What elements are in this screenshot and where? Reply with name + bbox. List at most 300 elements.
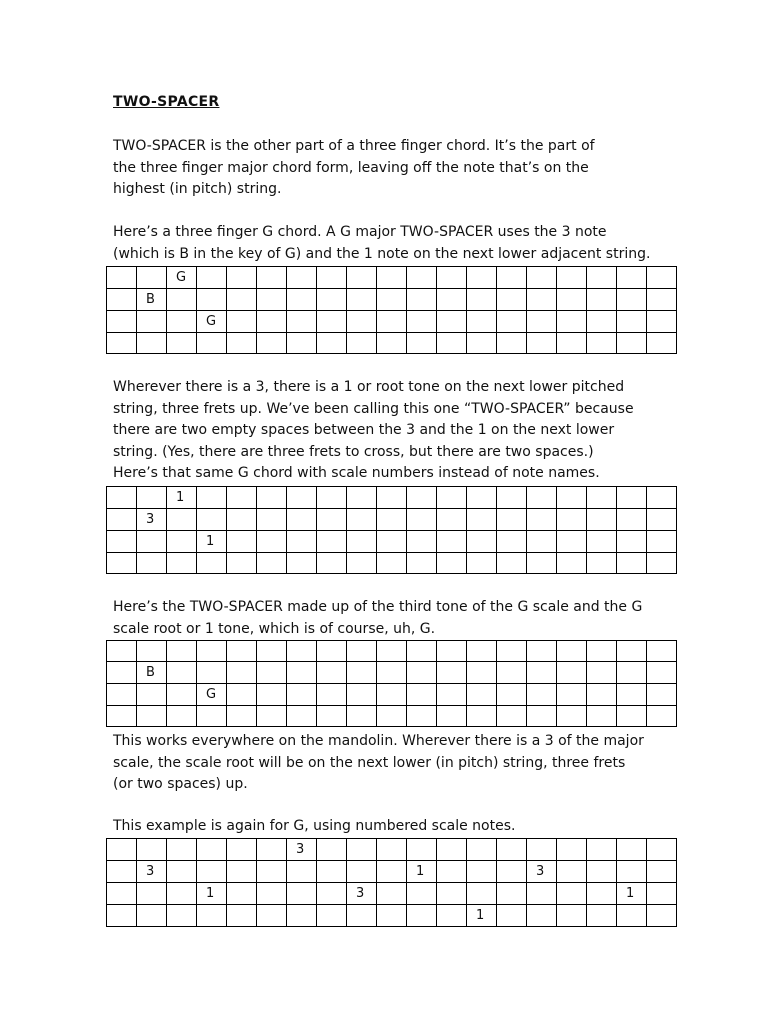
fret-cell <box>437 531 467 553</box>
fret-cell <box>167 706 197 727</box>
fret-cell: 3 <box>287 839 317 861</box>
fret-cell <box>557 905 587 927</box>
fret-cell <box>317 706 347 727</box>
fret-cell <box>467 333 497 354</box>
fret-cell <box>497 706 527 727</box>
fret-cell <box>497 641 527 662</box>
fret-cell <box>437 267 467 289</box>
fret-cell <box>107 311 137 333</box>
fret-cell <box>137 333 167 354</box>
fret-cell <box>467 487 497 509</box>
fret-cell <box>167 641 197 662</box>
fret-cell <box>317 553 347 574</box>
fret-cell <box>317 311 347 333</box>
fret-cell <box>377 662 407 684</box>
text-line: Here’s a three finger G chord. A G major TWO-SPACER uses the 3 note <box>113 224 607 240</box>
text-line: string. (Yes, there are three frets to cross, but there are two spaces.) <box>113 443 594 460</box>
text-line: the three finger major chord form, leaving off the note that’s on the <box>113 159 589 176</box>
text-line: scale, the scale root will be on the next lower (in pitch) string, three frets <box>113 754 626 771</box>
fret-cell <box>497 311 527 333</box>
fret-cell <box>167 684 197 706</box>
string-row <box>107 861 677 883</box>
fret-cell <box>617 684 647 706</box>
fret-cell: 3 <box>137 509 167 531</box>
fret-cell <box>467 662 497 684</box>
fret-cell <box>197 861 227 883</box>
fret-cell <box>497 861 527 883</box>
fret-cell <box>527 905 557 927</box>
fret-cell <box>557 531 587 553</box>
text-line: Here’s that same G chord with scale numbers instead of note names. <box>113 465 600 482</box>
fret-cell <box>287 861 317 883</box>
fret-cell <box>227 641 257 662</box>
fret-cell <box>167 509 197 531</box>
fret-cell <box>287 553 317 574</box>
fret-cell <box>587 662 617 684</box>
fret-cell <box>107 684 137 706</box>
fret-cell <box>557 509 587 531</box>
fret-cell <box>527 289 557 311</box>
fret-cell <box>107 509 137 531</box>
fret-cell <box>377 839 407 861</box>
fret-cell <box>497 684 527 706</box>
fret-cell <box>377 531 407 553</box>
fret-cell <box>587 905 617 927</box>
fret-cell <box>347 487 377 509</box>
fret-cell <box>197 839 227 861</box>
fret-cell <box>587 861 617 883</box>
fret-cell <box>347 662 377 684</box>
fret-cell <box>137 487 167 509</box>
fret-cell <box>227 706 257 727</box>
fret-cell <box>527 641 557 662</box>
fret-cell <box>227 289 257 311</box>
fret-cell <box>257 706 287 727</box>
fret-cell <box>437 553 467 574</box>
fret-cell <box>647 861 677 883</box>
paragraph-example <box>113 816 673 838</box>
fret-cell <box>197 553 227 574</box>
fret-cell <box>317 267 347 289</box>
fret-cell <box>587 706 617 727</box>
fret-cell <box>467 706 497 727</box>
fret-cell <box>647 684 677 706</box>
fretboard-grid-scale-numbers <box>106 486 677 574</box>
string-row <box>107 289 677 311</box>
fret-cell <box>647 487 677 509</box>
fret-cell <box>347 311 377 333</box>
fret-cell <box>407 531 437 553</box>
fret-cell <box>107 531 137 553</box>
string-row <box>107 706 677 727</box>
fret-cell <box>617 509 647 531</box>
fret-cell <box>257 531 287 553</box>
fret-cell <box>587 553 617 574</box>
fret-cell <box>527 684 557 706</box>
fret-cell <box>377 684 407 706</box>
fret-cell <box>167 861 197 883</box>
fret-cell <box>407 267 437 289</box>
fret-cell <box>617 487 647 509</box>
fret-cell <box>407 553 437 574</box>
text-line: there are two empty spaces between the 3 and the 1 on the next lower <box>113 422 615 439</box>
fret-cell <box>137 883 167 905</box>
fret-cell <box>467 684 497 706</box>
fret-cell <box>497 289 527 311</box>
fret-cell <box>347 839 377 861</box>
fret-cell <box>407 289 437 311</box>
fret-cell <box>377 706 407 727</box>
fret-cell <box>137 531 167 553</box>
fret-cell <box>257 553 287 574</box>
text-line: highest (in pitch) string. <box>113 181 282 198</box>
fret-cell <box>407 641 437 662</box>
fret-cell: 1 <box>197 531 227 553</box>
fret-cell <box>377 553 407 574</box>
fret-cell: 3 <box>137 861 167 883</box>
fret-cell <box>107 861 137 883</box>
fret-cell <box>437 509 467 531</box>
fret-cell <box>557 311 587 333</box>
fret-cell <box>497 509 527 531</box>
fret-cell <box>227 662 257 684</box>
fret-cell <box>167 839 197 861</box>
fret-cell <box>407 905 437 927</box>
fret-cell <box>647 706 677 727</box>
fret-cell <box>167 553 197 574</box>
fret-cell <box>317 684 347 706</box>
fret-cell <box>347 553 377 574</box>
fret-cell <box>347 267 377 289</box>
fret-cell <box>437 487 467 509</box>
fret-cell <box>647 267 677 289</box>
fret-cell: 1 <box>167 487 197 509</box>
string-row <box>107 333 677 354</box>
fret-cell <box>227 531 257 553</box>
fret-cell <box>647 641 677 662</box>
text-line: (which is B in the key of G) and the 1 note on the next lower adjacent string. <box>113 245 651 262</box>
fret-cell <box>317 883 347 905</box>
text-line: scale root or 1 tone, which is of course, uh, G. <box>113 620 436 637</box>
fret-cell <box>377 905 407 927</box>
fret-cell <box>587 487 617 509</box>
fret-cell <box>557 883 587 905</box>
fret-cell <box>527 509 557 531</box>
fret-cell <box>407 311 437 333</box>
fret-cell: B <box>137 662 167 684</box>
fret-cell <box>467 531 497 553</box>
fret-cell <box>587 267 617 289</box>
fret-cell <box>107 553 137 574</box>
fret-cell <box>137 839 167 861</box>
fret-cell <box>107 267 137 289</box>
fret-cell <box>527 883 557 905</box>
paragraph-intro <box>113 136 673 201</box>
fret-cell <box>617 553 647 574</box>
fret-cell <box>287 641 317 662</box>
fret-cell <box>137 684 167 706</box>
fret-cell <box>197 662 227 684</box>
fret-cell: 1 <box>407 861 437 883</box>
fret-cell <box>287 311 317 333</box>
fret-cell <box>317 839 347 861</box>
fret-cell <box>437 861 467 883</box>
string-row <box>107 839 677 861</box>
fret-cell <box>257 905 287 927</box>
fret-cell <box>137 641 167 662</box>
fret-cell <box>617 641 647 662</box>
fret-cell <box>317 333 347 354</box>
fretboard-grid-example <box>106 838 677 927</box>
fret-cell <box>107 662 137 684</box>
fret-cell <box>227 553 257 574</box>
fret-cell <box>647 333 677 354</box>
text-line: This works everywhere on the mandolin. Wherever there is a 3 of the major <box>113 733 644 749</box>
fret-cell <box>227 861 257 883</box>
fret-cell <box>227 883 257 905</box>
fret-cell <box>407 662 437 684</box>
fret-cell <box>287 684 317 706</box>
fret-cell <box>317 662 347 684</box>
fret-cell <box>257 509 287 531</box>
fret-cell <box>257 641 287 662</box>
fret-cell <box>227 267 257 289</box>
fret-cell <box>617 289 647 311</box>
fret-cell <box>197 487 227 509</box>
fret-cell <box>377 487 407 509</box>
fret-cell <box>557 267 587 289</box>
fret-cell <box>287 509 317 531</box>
fret-cell <box>557 706 587 727</box>
fret-cell: B <box>137 289 167 311</box>
fret-cell <box>257 311 287 333</box>
paragraph-two-spacer-third <box>113 597 673 640</box>
fret-cell <box>167 662 197 684</box>
text-line: string, three frets up. We’ve been calling this one “TWO-SPACER” because <box>113 400 634 417</box>
fret-cell <box>107 641 137 662</box>
fret-cell <box>407 487 437 509</box>
fret-cell <box>257 333 287 354</box>
fret-cell <box>647 509 677 531</box>
fret-cell <box>407 333 437 354</box>
fret-cell <box>197 641 227 662</box>
fret-cell <box>467 311 497 333</box>
fret-cell <box>527 553 557 574</box>
fret-cell <box>587 684 617 706</box>
fret-cell <box>167 333 197 354</box>
fret-cell <box>497 883 527 905</box>
fret-cell <box>287 333 317 354</box>
fret-cell <box>197 333 227 354</box>
fret-cell <box>437 883 467 905</box>
paragraph-mandolin <box>113 731 673 796</box>
fret-cell <box>587 531 617 553</box>
fret-cell <box>347 531 377 553</box>
fret-cell: G <box>197 311 227 333</box>
fret-cell <box>287 289 317 311</box>
fret-cell <box>317 861 347 883</box>
fret-cell <box>227 839 257 861</box>
fret-cell <box>197 267 227 289</box>
fret-cell <box>137 905 167 927</box>
fret-cell <box>587 289 617 311</box>
fret-cell <box>617 839 647 861</box>
string-row <box>107 267 677 289</box>
fret-cell <box>497 839 527 861</box>
fret-cell <box>137 267 167 289</box>
fret-cell <box>377 509 407 531</box>
fret-cell <box>557 641 587 662</box>
fret-cell <box>407 684 437 706</box>
fret-cell <box>407 883 437 905</box>
fret-cell <box>317 289 347 311</box>
fret-cell <box>257 662 287 684</box>
text-line: (or two spaces) up. <box>113 776 248 793</box>
fret-cell: 3 <box>347 883 377 905</box>
fret-cell <box>107 487 137 509</box>
fret-cell <box>617 905 647 927</box>
fret-cell <box>377 289 407 311</box>
fret-cell <box>587 509 617 531</box>
text-line: TWO-SPACER is the other part of a three finger chord. It’s the part of <box>113 138 595 154</box>
fret-cell <box>437 311 467 333</box>
text-line: This example is again for G, using numbered scale notes. <box>113 818 516 834</box>
fret-cell <box>617 861 647 883</box>
fret-cell <box>557 553 587 574</box>
fret-cell <box>647 531 677 553</box>
fret-cell <box>107 839 137 861</box>
fret-cell <box>257 684 287 706</box>
fret-cell <box>617 531 647 553</box>
string-row <box>107 553 677 574</box>
fret-cell <box>107 905 137 927</box>
fret-cell <box>527 531 557 553</box>
fret-cell <box>467 839 497 861</box>
fret-cell <box>557 333 587 354</box>
fret-cell <box>617 267 647 289</box>
fret-cell <box>527 267 557 289</box>
fret-cell <box>287 267 317 289</box>
fret-cell <box>107 883 137 905</box>
fret-cell <box>557 839 587 861</box>
fret-cell <box>557 684 587 706</box>
fret-cell <box>647 662 677 684</box>
fret-cell <box>107 706 137 727</box>
fret-cell <box>647 905 677 927</box>
fret-cell <box>167 905 197 927</box>
fret-cell <box>467 289 497 311</box>
fret-cell <box>137 706 167 727</box>
fret-cell: 1 <box>617 883 647 905</box>
fret-cell <box>467 267 497 289</box>
fret-cell <box>647 839 677 861</box>
fret-cell <box>257 487 287 509</box>
fret-cell <box>167 311 197 333</box>
paragraph-g-chord <box>113 222 673 265</box>
fret-cell <box>347 333 377 354</box>
text-line: Here’s the TWO-SPACER made up of the third tone of the G scale and the G <box>113 599 643 615</box>
fret-cell <box>557 662 587 684</box>
fret-cell <box>377 641 407 662</box>
fret-cell <box>227 487 257 509</box>
string-row <box>107 905 677 927</box>
fret-cell <box>437 684 467 706</box>
paragraph-wherever-three <box>113 377 673 485</box>
string-row <box>107 509 677 531</box>
fret-cell <box>317 487 347 509</box>
fret-cell <box>437 641 467 662</box>
fret-cell <box>257 861 287 883</box>
fret-cell <box>167 289 197 311</box>
fret-cell <box>467 553 497 574</box>
fret-cell <box>197 905 227 927</box>
fret-cell: 3 <box>527 861 557 883</box>
fret-cell <box>557 861 587 883</box>
fret-cell <box>527 311 557 333</box>
fret-cell: 1 <box>197 883 227 905</box>
fret-cell <box>317 641 347 662</box>
fret-cell <box>587 883 617 905</box>
fret-cell <box>497 553 527 574</box>
fret-cell <box>647 553 677 574</box>
fret-cell <box>377 311 407 333</box>
fret-cell <box>647 883 677 905</box>
fret-cell <box>557 487 587 509</box>
fret-cell <box>437 289 467 311</box>
string-row <box>107 487 677 509</box>
fret-cell <box>407 509 437 531</box>
fret-cell: 1 <box>467 905 497 927</box>
fret-cell <box>287 531 317 553</box>
string-row <box>107 883 677 905</box>
fret-cell <box>527 333 557 354</box>
fret-cell <box>347 684 377 706</box>
fret-cell <box>617 706 647 727</box>
fret-cell <box>377 883 407 905</box>
fret-cell <box>497 333 527 354</box>
fret-cell <box>497 662 527 684</box>
fret-cell <box>167 883 197 905</box>
fret-cell <box>587 311 617 333</box>
fret-cell <box>647 311 677 333</box>
fret-cell <box>287 883 317 905</box>
fret-cell <box>527 839 557 861</box>
page-title: TWO-SPACER <box>113 94 220 110</box>
fret-cell <box>437 662 467 684</box>
fret-cell <box>647 289 677 311</box>
fret-cell <box>227 333 257 354</box>
fret-cell <box>467 883 497 905</box>
fret-cell <box>497 487 527 509</box>
fret-cell <box>527 662 557 684</box>
fret-cell <box>377 267 407 289</box>
fret-cell <box>287 487 317 509</box>
fret-cell <box>167 531 197 553</box>
fret-cell <box>497 905 527 927</box>
fret-cell <box>617 311 647 333</box>
fret-cell <box>287 662 317 684</box>
text-line: Wherever there is a 3, there is a 1 or root tone on the next lower pitched <box>113 379 625 395</box>
fret-cell <box>257 839 287 861</box>
fret-cell <box>437 333 467 354</box>
fret-cell <box>227 311 257 333</box>
fret-cell <box>527 706 557 727</box>
fret-cell <box>227 905 257 927</box>
fret-cell <box>377 861 407 883</box>
fret-cell <box>497 531 527 553</box>
fret-cell <box>347 706 377 727</box>
fret-cell <box>617 333 647 354</box>
